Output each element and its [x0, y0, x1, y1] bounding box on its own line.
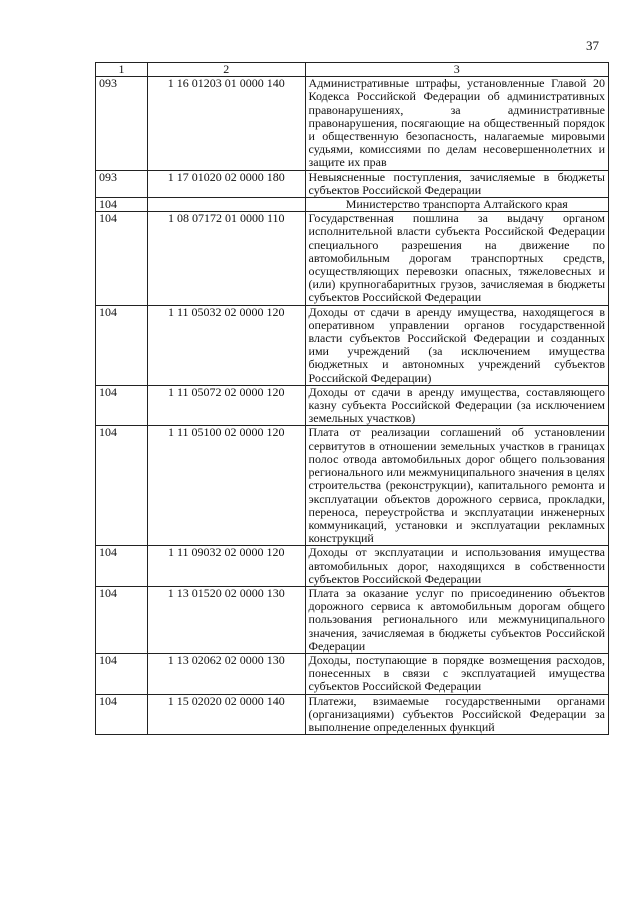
description-cell: Доходы от сдачи в аренду имущества, находящегося в оперативном управлении органов государственной власти субъектов Российской Федерации и созданных ими учреждений (за исключением имущества бюджетных и автономных учреждений субъектов Российской Федерации) — [305, 305, 608, 385]
admin-code-cell: 104 — [96, 426, 148, 546]
table-row — [96, 385, 609, 426]
table-header-row — [96, 63, 609, 77]
revenue-code-cell: 1 11 05072 02 0000 120 — [147, 385, 305, 426]
ministry-name-cell: Министерство транспорта Алтайского края — [305, 198, 608, 212]
revenue-code-cell: 1 15 02020 02 0000 140 — [147, 694, 305, 735]
table-row — [96, 77, 609, 170]
admin-code-cell: 104 — [96, 586, 148, 653]
header-col-3: 3 — [305, 63, 608, 77]
description-cell: Доходы от эксплуатации и использования имущества автомобильных дорог, находящихся в собственности субъектов Российской Федерации — [305, 546, 608, 587]
admin-code-cell: 104 — [96, 694, 148, 735]
table-row — [96, 546, 609, 587]
description-cell: Платежи, взимаемые государственными органами (организациями) субъектов Российской Федерации за выполнение определенных функций — [305, 694, 608, 735]
admin-code-cell: 093 — [96, 170, 148, 197]
table-row — [96, 694, 609, 735]
revenue-code-cell: 1 13 01520 02 0000 130 — [147, 586, 305, 653]
admin-code-cell: 093 — [96, 77, 148, 170]
header-col-1: 1 — [96, 63, 148, 77]
table-row — [96, 586, 609, 653]
revenue-code-cell: 1 11 05100 02 0000 120 — [147, 426, 305, 546]
table-row — [96, 426, 609, 546]
revenue-code-cell — [147, 198, 305, 212]
revenue-code-cell: 1 08 07172 01 0000 110 — [147, 212, 305, 305]
table-row — [96, 198, 609, 212]
description-cell: Доходы, поступающие в порядке возмещения расходов, понесенных в связи с эксплуатацией имущества субъектов Российской Федерации — [305, 653, 608, 694]
description-cell: Государственная пошлина за выдачу органом исполнительной власти субъекта Российской Федерации специального разрешения на движение по автомобильным дорогам транспортных средств, осуществляющих перевозки опасных, тяжеловесных и (или) крупногабаритных грузов, зачисляемая в бюджеты субъектов Российской Федерации — [305, 212, 608, 305]
admin-code-cell: 104 — [96, 198, 148, 212]
revenue-code-cell: 1 11 05032 02 0000 120 — [147, 305, 305, 385]
description-cell: Плата от реализации соглашений об установлении сервитутов в отношении земельных участков в границах полос отвода автомобильных дорог общего пользования регионального или межмуниципального значения в целях строительства (реконструкции), капитального ремонта и эксплуатации объектов дорожного сервиса, прокладки, переноса, переустройства и эксплуатации инженерных коммуникаций, установки и эксплуатации рекламных конструкций — [305, 426, 608, 546]
page-number: 37 — [586, 38, 599, 53]
description-cell: Административные штрафы, установленные Главой 20 Кодекса Российской Федерации об административных правонарушениях, за административные правонарушения, посягающие на общественный порядок и общественную безопасность, налагаемые мировыми судьями, комиссиями по делам несовершеннолетних и защите их прав — [305, 77, 608, 170]
admin-code-cell: 104 — [96, 546, 148, 587]
table-row — [96, 170, 609, 197]
table-row — [96, 305, 609, 385]
header-col-2: 2 — [147, 63, 305, 77]
admin-code-cell: 104 — [96, 653, 148, 694]
table-row — [96, 653, 609, 694]
description-cell: Невыясненные поступления, зачисляемые в бюджеты субъектов Российской Федерации — [305, 170, 608, 197]
revenue-codes-table — [95, 62, 609, 735]
description-cell: Доходы от сдачи в аренду имущества, составляющего казну субъекта Российской Федерации (за исключением земельных участков) — [305, 385, 608, 426]
revenue-code-cell: 1 13 02062 02 0000 130 — [147, 653, 305, 694]
revenue-code-cell: 1 16 01203 01 0000 140 — [147, 77, 305, 170]
revenue-code-cell: 1 17 01020 02 0000 180 — [147, 170, 305, 197]
table-row — [96, 212, 609, 305]
admin-code-cell: 104 — [96, 385, 148, 426]
admin-code-cell: 104 — [96, 305, 148, 385]
revenue-code-cell: 1 11 09032 02 0000 120 — [147, 546, 305, 587]
admin-code-cell: 104 — [96, 212, 148, 305]
description-cell: Плата за оказание услуг по присоединению объектов дорожного сервиса к автомобильным дорогам общего пользования регионального или межмуниципального значения, зачисляемая в бюджеты субъектов Российской Федерации — [305, 586, 608, 653]
